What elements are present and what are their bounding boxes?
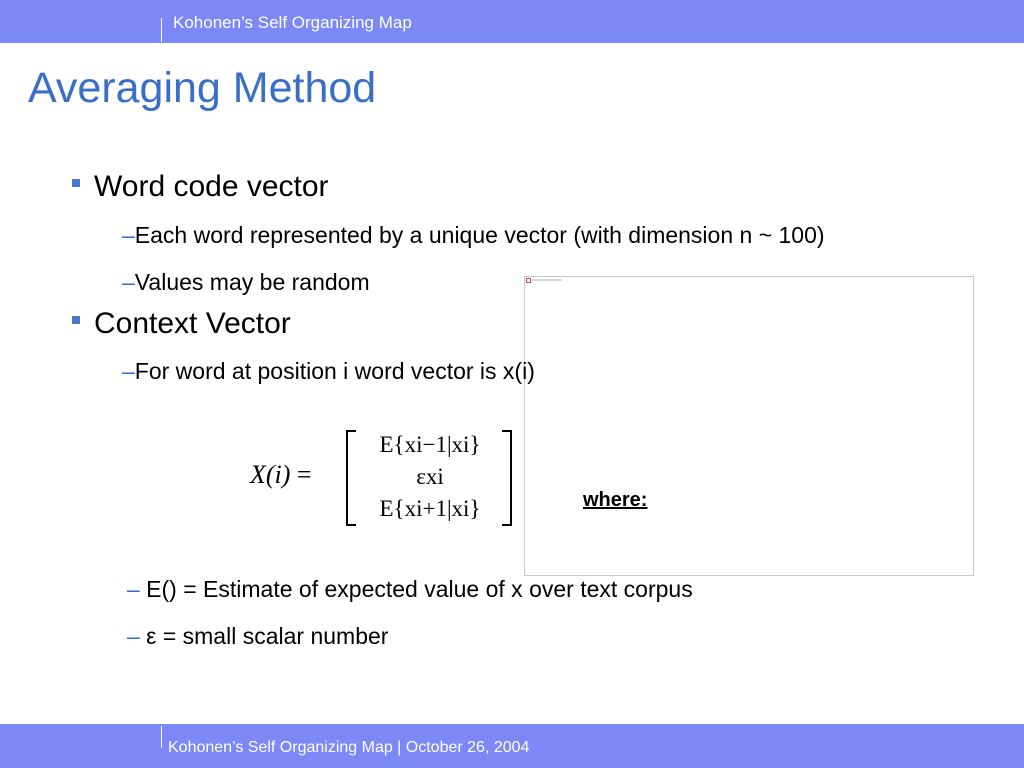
formula-row-1: E{xi−1|xi}: [379, 432, 481, 457]
footer-separator: [161, 726, 162, 748]
formula-equals: =: [296, 460, 312, 489]
definition-text: E() = Estimate of expected value of x over text corpus: [139, 576, 693, 602]
bullet-square-icon: [72, 316, 80, 324]
formula-lhs-term: X(i): [250, 460, 297, 489]
sub-bullet-unique-vector: [122, 222, 825, 249]
footer-text: Kohonen’s Self Organizing Map | October 26, 2004: [168, 739, 530, 756]
sub-bullet-position-vector: [122, 358, 535, 385]
bullet-square-icon: [72, 179, 80, 187]
dash-marker: –: [127, 576, 140, 602]
left-bracket: [346, 430, 356, 526]
broken-image-caption: [532, 279, 562, 281]
dash-marker: –: [122, 358, 135, 384]
bullet-context-vector: [72, 307, 291, 341]
formula-row-2: εxi: [416, 464, 444, 489]
slide-title: Averaging Method: [28, 64, 377, 112]
dash-marker: –: [127, 623, 140, 649]
definition-text: ε = small scalar number: [139, 623, 389, 649]
right-bracket: [502, 430, 512, 526]
bullet-text: Context Vector: [94, 307, 291, 340]
header-separator: [161, 18, 162, 42]
footer-bar: [0, 724, 1024, 768]
definition-expected-value: [127, 576, 693, 603]
broken-image-icon: [526, 278, 531, 283]
sub-bullet-text: Each word represented by a unique vector (with dimension n ~ 100): [134, 222, 825, 248]
bullet-text: Word code vector: [94, 170, 329, 203]
formula-row-3: E{xi+1|xi}: [379, 496, 481, 521]
bullet-word-code-vector: [72, 170, 329, 204]
dash-marker: –: [122, 269, 135, 295]
header-title: Kohonen’s Self Organizing Map: [173, 13, 412, 32]
missing-image-frame: [524, 276, 974, 576]
sub-bullet-text: Values may be random: [134, 269, 370, 295]
dash-marker: –: [122, 222, 135, 248]
definition-epsilon: [127, 623, 388, 650]
formula-lhs: [250, 460, 312, 490]
sub-bullet-text: For word at position i word vector is x(i): [134, 358, 535, 384]
context-vector-formula: [250, 428, 525, 528]
header-bar: [0, 0, 1024, 43]
where-label: where:: [583, 489, 648, 511]
sub-bullet-random-values: [122, 269, 370, 296]
